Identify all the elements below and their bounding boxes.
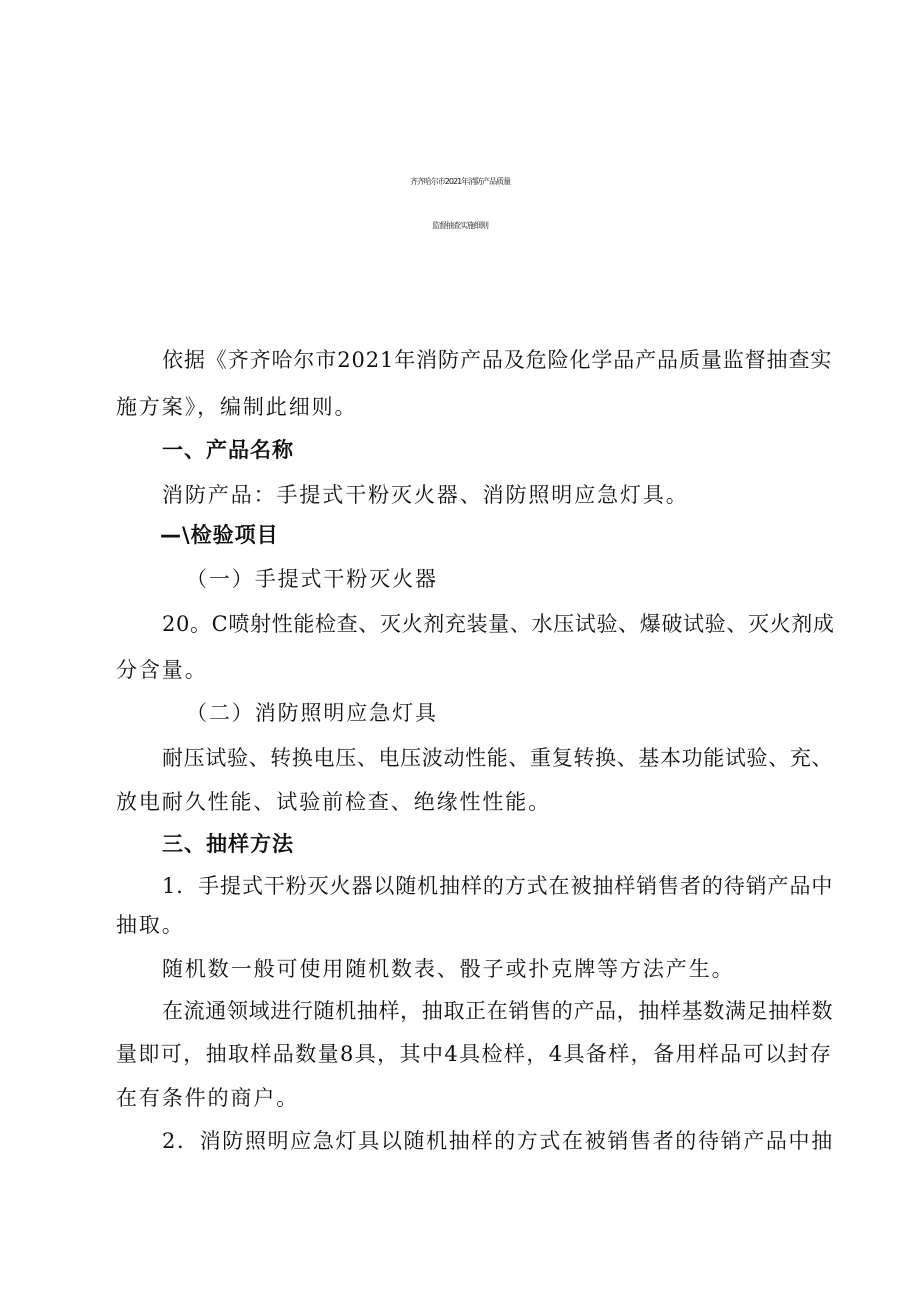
extinguisher-items-line-1: 20。C喷射性能检查、灭火剂充装量、水压试验、爆破试验、灭火剂成 [162,612,835,636]
product-name-text: 消防产品：手提式干粉灭火器、消防照明应急灯具。 [162,483,689,507]
section-heading-sampling-method: 三、抽样方法 [162,832,294,856]
emergency-lamp-items-line-2: 放电耐久性能、试验前检查、绝缘性性能。 [116,790,552,814]
circulation-sampling-line-3: 在有条件的商户。 [116,1086,300,1110]
extinguisher-items-line-2: 分含量。 [116,658,208,682]
random-number-text: 随机数一般可使用随机数表、骰子或扑克牌等方法产生。 [162,957,735,981]
document-subtitle [0,262,920,292]
document-title-line-2: 监督抽查实施细则 [432,221,488,230]
circulation-sampling-line-1: 在流通领域进行随机抽样，抽取正在销售的产品，抽样基数满足抽样数 [162,999,834,1023]
sampling-item-1-line-2: 抽取。 [116,913,185,937]
subsection-heading-emergency-lamp: （二）消防照明应急灯具 [186,701,438,725]
document-title-line-1: 齐齐哈尔市2021年消防产品质量 [409,177,511,186]
section-heading-product-name: 一、产品名称 [162,438,294,462]
circulation-sampling-line-2: 量即可，抽取样品数量8具，其中4具检样，4具备样，备用样品可以封存 [116,1042,833,1066]
emergency-lamp-items-line-1: 耐压试验、转换电压、电压波动性能、重复转换、基本功能试验、充、 [162,746,834,770]
sampling-item-2-line-1: 2．消防照明应急灯具以随机抽样的方式在被销售者的待销产品中抽 [162,1129,834,1153]
section-heading-inspection-items: —\检验项目 [160,523,279,547]
subsection-heading-extinguisher: （一）手提式干粉灭火器 [186,567,438,591]
sampling-item-1-line-1: 1．手提式干粉灭火器以随机抽样的方式在被抽样销售者的待销产品中 [162,874,834,898]
intro-paragraph-line-1: 依据《齐齐哈尔市2021年消防产品及危险化学品产品质量监督抽查实 [162,348,833,372]
intro-paragraph-line-2: 施方案》，编制此细则。 [116,395,358,419]
